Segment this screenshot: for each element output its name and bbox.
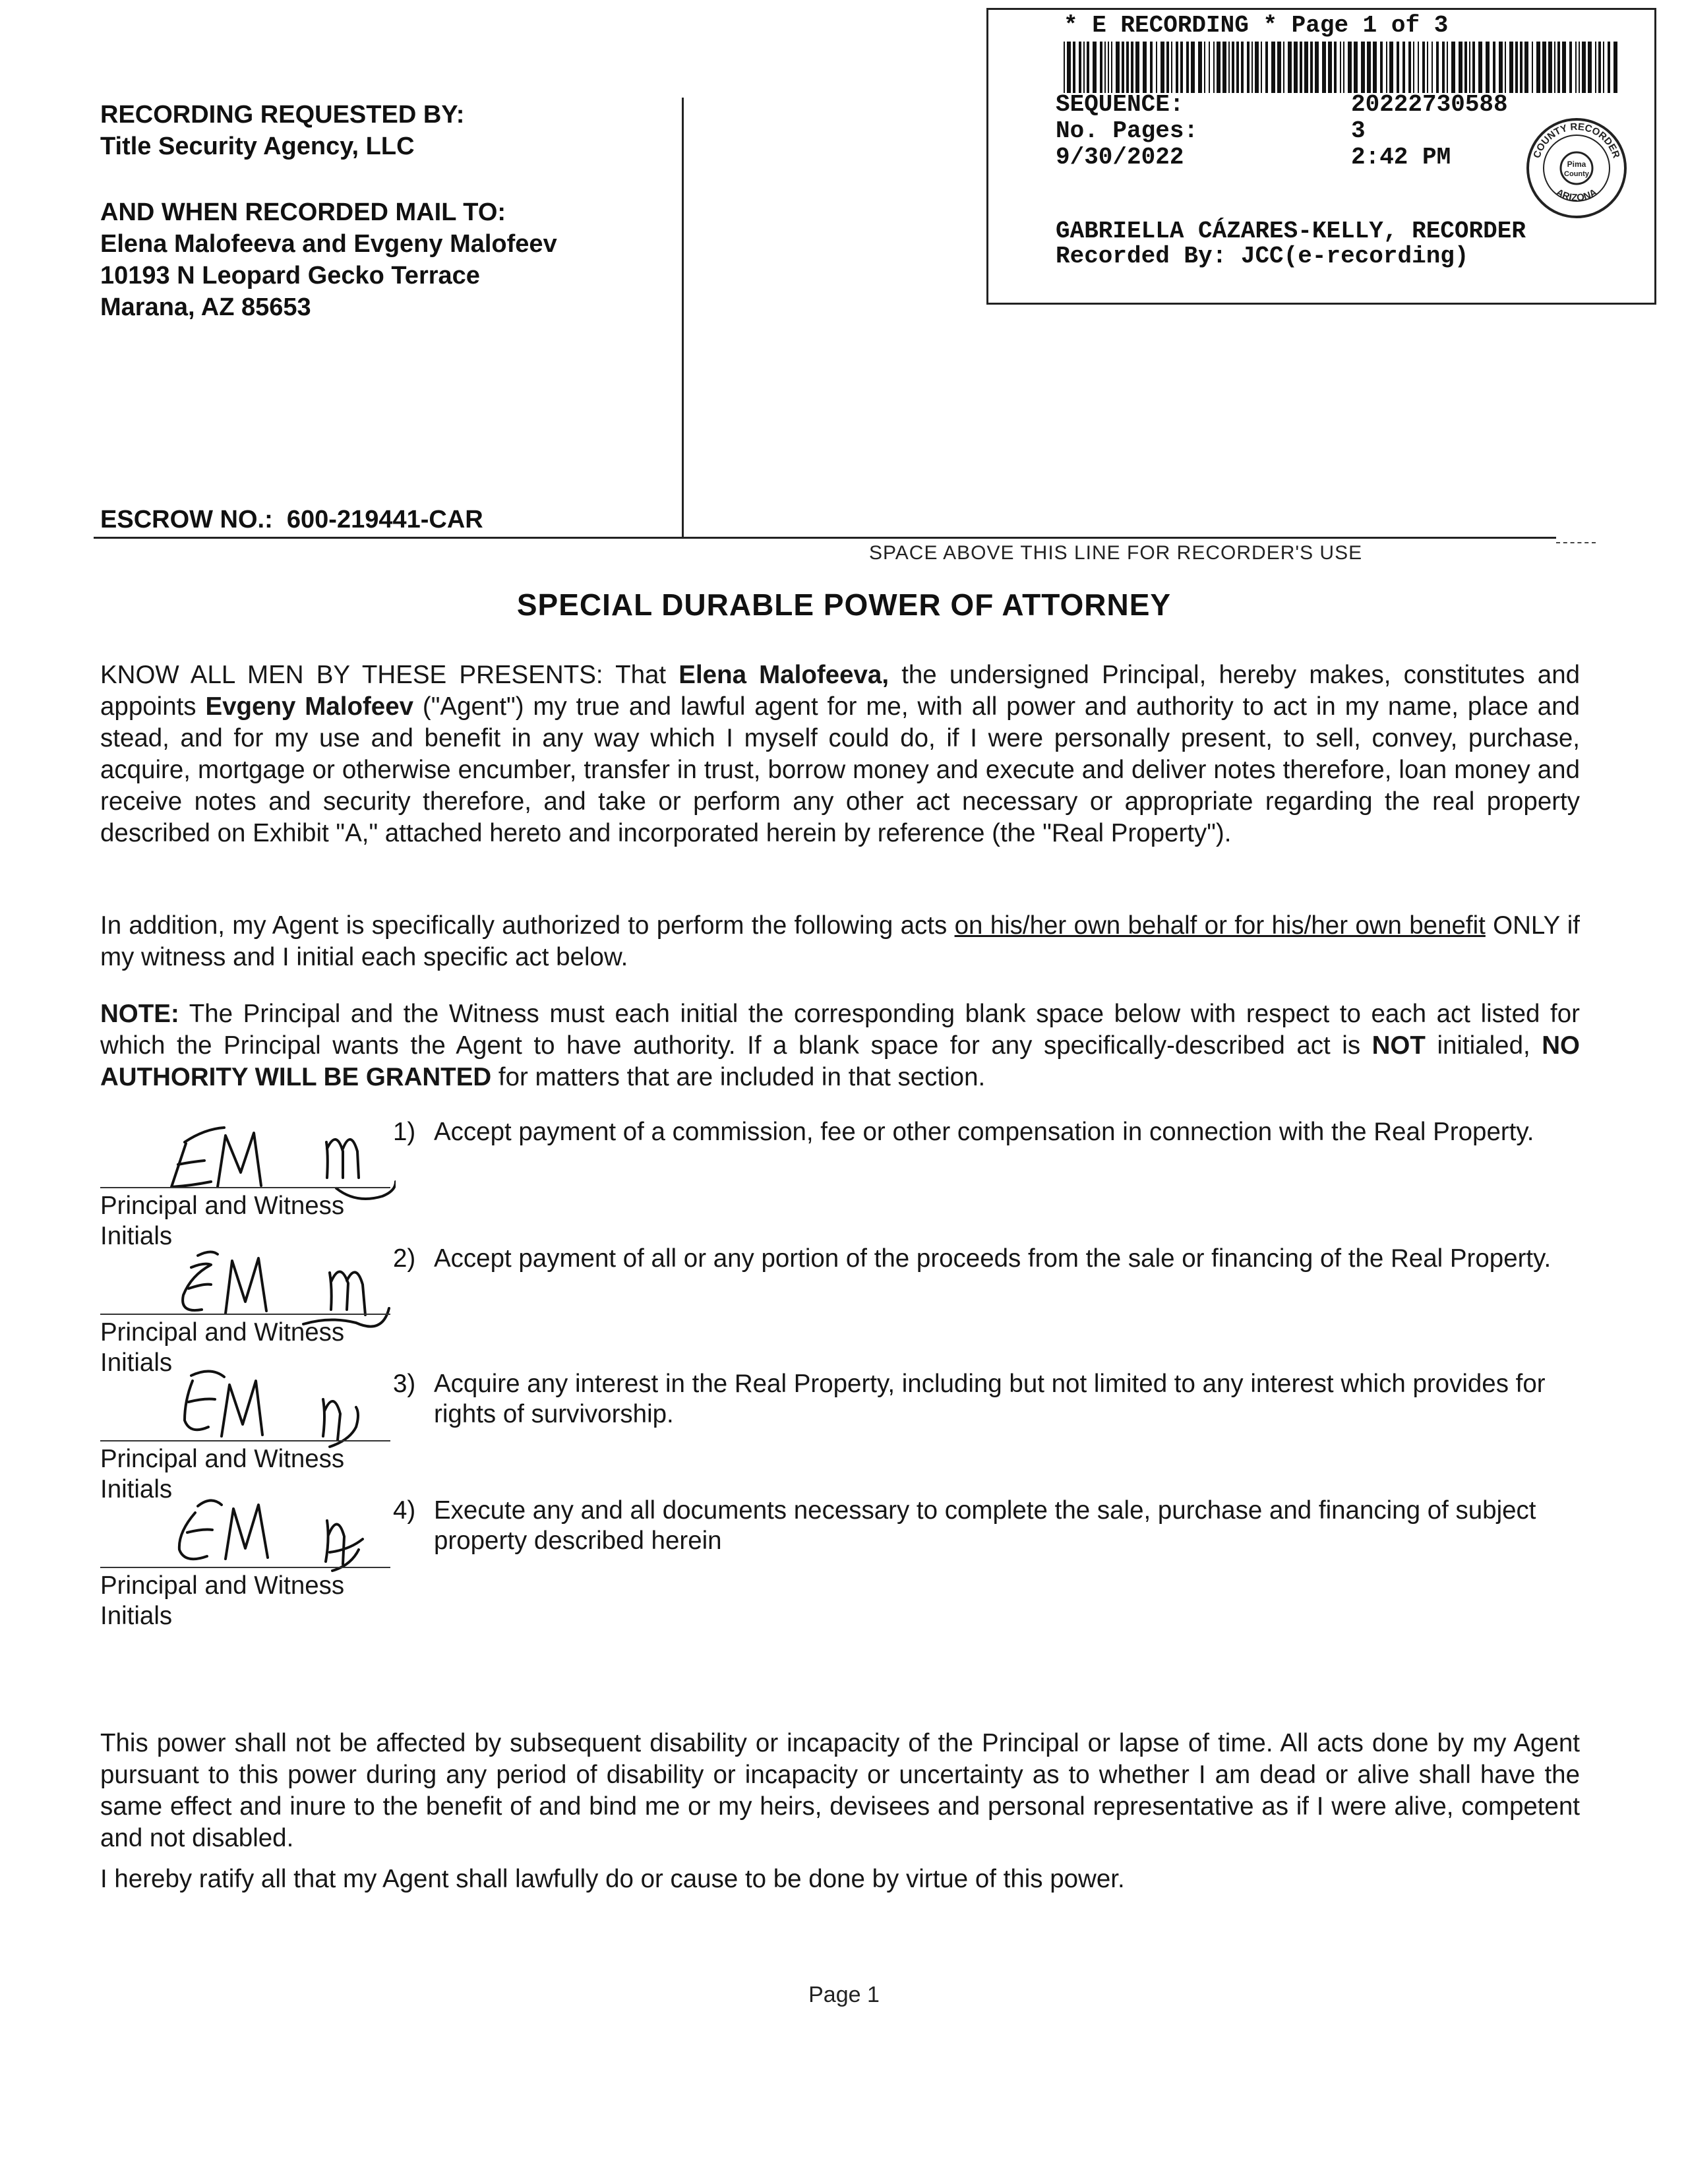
barcode-bar — [1459, 42, 1462, 93]
barcode-bar — [1373, 42, 1377, 93]
barcode-bar — [1232, 42, 1234, 93]
barcode-bar — [1100, 42, 1102, 93]
authorization-paragraph — [100, 910, 1580, 973]
barcode-bar — [1300, 42, 1302, 93]
note-no-authority: NO AUTHORITY WILL BE GRANTED — [100, 1031, 1580, 1091]
barcode-bar — [1310, 42, 1313, 93]
svg-text:COUNTY RECORDER — [1531, 121, 1622, 160]
initials-label-3b: Initials — [100, 1475, 173, 1503]
initials-label-4b: Initials — [100, 1602, 173, 1630]
requested-by-label: RECORDING REQUESTED BY: — [100, 101, 465, 129]
barcode-bar — [1442, 42, 1445, 93]
initials-line-3[interactable] — [100, 1440, 390, 1441]
barcode-bar — [1451, 42, 1455, 93]
barcode-bar — [1613, 42, 1617, 93]
barcode-bar — [1486, 42, 1490, 93]
intro-text-c: ("Agent") my true and lawful agent for me, with all power and authority to act in my name, place and stead, and for my use and benefit in any way which I myself could do, if I were personally present, to sell, convey, purchase, acquire, mortgage or otherwise encumber, transfer in trust, borrow money and execute and deliver notes therefore, loan money and receive notes and security therefore, and take or perform any other act necessary or appropriate regarding the real property described on Exhibit "A," attached hereto and incorporated herein by reference (the "Real Property"). — [100, 692, 1580, 847]
barcode-bar — [1361, 42, 1365, 93]
initials-label-2a: Principal and Witness — [100, 1318, 345, 1347]
barcode-bar — [1354, 42, 1358, 93]
act-4-text: Execute any and all documents necessary to complete the sale, purchase and financing of subject property described herein — [434, 1496, 1536, 1555]
barcode-bar — [1217, 42, 1221, 93]
barcode-bar — [1204, 42, 1205, 93]
note-not: NOT — [1372, 1031, 1426, 1060]
barcode-bar — [1562, 42, 1566, 93]
document-title: SPECIAL DURABLE POWER OF ATTORNEY — [516, 588, 1172, 622]
barcode-bar — [1247, 42, 1250, 93]
barcode-bar — [1180, 42, 1183, 93]
barcode-bar — [1557, 42, 1560, 93]
barcode-bar — [1447, 42, 1448, 93]
barcode-bar — [1283, 42, 1284, 93]
authorization-underlined: on his/her own behalf or for his/her own benefit — [954, 911, 1486, 940]
barcode-bar — [1582, 42, 1586, 93]
barcode-bar — [1160, 42, 1164, 93]
barcode-bar — [1251, 42, 1253, 93]
authorization-text-b: ONLY if my witness and I initial each specific act below. — [100, 911, 1580, 971]
act-1-number: 1) — [393, 1118, 416, 1146]
recorder-use-divider — [94, 537, 1556, 539]
act-3-text: Acquire any interest in the Real Property, including but not limited to any interest which provides for rights of survivorship. — [434, 1370, 1546, 1428]
barcode-bar — [1569, 42, 1572, 93]
barcode-bar — [1422, 42, 1425, 93]
initials-label-3a: Principal and Witness — [100, 1445, 345, 1473]
barcode-bar — [1108, 42, 1109, 93]
barcode-bar — [1367, 42, 1371, 93]
mail-to-city: Marana, AZ 85653 — [100, 293, 311, 321]
barcode-bar — [1265, 42, 1268, 93]
record-date: 9/30/2022 — [1056, 144, 1184, 171]
county-recorder-seal-icon — [1524, 115, 1629, 221]
barcode-bar — [1418, 42, 1419, 93]
escrow-label: ESCROW NO.: — [100, 506, 273, 533]
barcode-bar — [1509, 42, 1513, 93]
barcode-bar — [1464, 42, 1467, 93]
note-text-b: initialed, — [1425, 1031, 1542, 1060]
barcode-bar — [1524, 42, 1528, 93]
barcode-bar — [1064, 42, 1065, 93]
barcode-bar — [1469, 42, 1470, 93]
barcode-icon — [1064, 42, 1617, 93]
seal-center-2: County — [1564, 170, 1589, 178]
seal-center-1: Pima — [1567, 160, 1586, 169]
principal-name: Elena Malofeeva, — [678, 661, 889, 689]
seal-top-text: COUNTY RECORDER — [1531, 121, 1622, 160]
barcode-bar — [1150, 42, 1153, 93]
escrow-value: 600-219441-CAR — [286, 506, 483, 533]
barcode-bar — [1408, 42, 1411, 93]
recording-page-line: * E RECORDING * Page 1 of 3 — [1064, 12, 1449, 39]
barcode-bar — [1261, 42, 1262, 93]
act-3-number: 3) — [393, 1370, 416, 1398]
header-divider-vertical — [682, 98, 684, 538]
initials-label-4a: Principal and Witness — [100, 1571, 345, 1600]
barcode-bar — [1236, 42, 1239, 93]
barcode-bar — [1209, 42, 1210, 93]
barcode-bar — [1436, 42, 1439, 93]
initials-line-2[interactable] — [100, 1314, 390, 1315]
pages-value: 3 — [1351, 117, 1366, 144]
barcode-bar — [1213, 42, 1215, 93]
barcode-bar — [1093, 42, 1097, 93]
barcode-bar — [1608, 42, 1610, 93]
barcode-bar — [1542, 42, 1546, 93]
barcode-bar — [1087, 42, 1089, 93]
mail-to-street: 10193 N Leopard Gecko Terrace — [100, 262, 480, 289]
barcode-bar — [1073, 42, 1075, 93]
barcode-bar — [1432, 42, 1433, 93]
svg-text:ARIZONA — [1554, 187, 1599, 204]
barcode-bar — [1340, 42, 1341, 93]
barcode-bar — [1143, 42, 1147, 93]
barcode-bar — [1288, 42, 1292, 93]
barcode-bar — [1536, 42, 1540, 93]
barcode-bar — [1067, 42, 1071, 93]
seal-bottom-text: ARIZONA — [1553, 187, 1600, 204]
barcode-bar — [1328, 42, 1332, 93]
barcode-bar — [1294, 42, 1298, 93]
requested-by-name: Title Security Agency, LLC — [100, 133, 415, 160]
barcode-bar — [1386, 42, 1387, 93]
recorded-by: Recorded By: JCC(e-recording) — [1056, 243, 1469, 270]
intro-text-b: the undersigned Principal, hereby makes, constitutes and appoints — [100, 661, 1581, 721]
mail-to-label: AND WHEN RECORDED MAIL TO: — [100, 198, 506, 226]
barcode-bar — [1478, 42, 1482, 93]
barcode-bar — [1402, 42, 1405, 93]
barcode-bar — [1277, 42, 1281, 93]
barcode-bar — [1131, 42, 1133, 93]
recorder-use-divider-tail — [1556, 542, 1596, 545]
barcode-bar — [1222, 42, 1226, 93]
barcode-bar — [1166, 42, 1169, 93]
act-2-number: 2) — [393, 1244, 416, 1273]
initials-line-4[interactable] — [100, 1567, 390, 1568]
barcode-bar — [1343, 42, 1344, 93]
barcode-bar — [1083, 42, 1085, 93]
initials-label-1b: Initials — [100, 1222, 173, 1250]
barcode-bar — [1116, 42, 1120, 93]
barcode-bar — [1176, 42, 1178, 93]
act-1-text: Accept payment of a commission, fee or other compensation in connection with the Real Property. — [434, 1118, 1534, 1146]
barcode-bar — [1271, 42, 1275, 93]
barcode-bar — [1575, 42, 1577, 93]
barcode-bar — [1334, 42, 1337, 93]
initials-label-2b: Initials — [100, 1349, 173, 1377]
barcode-bar — [1588, 42, 1592, 93]
barcode-bar — [1380, 42, 1383, 93]
barcode-bar — [1156, 42, 1157, 93]
barcode-bar — [1603, 42, 1604, 93]
barcode-bar — [1427, 42, 1428, 93]
barcode-bar — [1198, 42, 1202, 93]
barcode-bar — [1322, 42, 1326, 93]
durability-paragraph: This power shall not be affected by subsequent disability or incapacity of the Principal or lapse of time. All acts done by my Agent pursuant to this power during any period of disability or incapacity or uncertainty as to whether I am dead or alive shall have the same effect and inure to the benefit of and bind me or my heirs, devisees and personal representative as if I were alive, competent and not disabled. — [100, 1729, 1580, 1852]
barcode-bar — [1505, 42, 1506, 93]
recording-requested-block — [100, 99, 464, 162]
agent-name: Evgeny Malofeev — [205, 692, 414, 721]
barcode-bar — [1228, 42, 1230, 93]
barcode-bar — [1171, 42, 1172, 93]
barcode-bar — [1126, 42, 1129, 93]
initials-line-1[interactable] — [100, 1187, 390, 1188]
barcode-bar — [1493, 42, 1495, 93]
act-2-text: Accept payment of all or any portion of the proceeds from the sale or financing of the Real Property. — [434, 1244, 1552, 1273]
barcode-bar — [1595, 42, 1596, 93]
note-text-a: The Principal and the Witness must each initial the corresponding blank space below with respect to each act listed for which the Principal wants the Agent to have authority. If a blank space for any specifically-described act is — [100, 1000, 1580, 1060]
barcode-bar — [1241, 42, 1244, 93]
barcode-bar — [1598, 42, 1601, 93]
intro-paragraph — [100, 659, 1580, 849]
act-4-number: 4) — [393, 1496, 416, 1525]
page-number: Page 1 — [808, 1982, 880, 2007]
barcode-bar — [1079, 42, 1081, 93]
record-time: 2:42 PM — [1351, 144, 1451, 171]
barcode-bar — [1186, 42, 1189, 93]
barcode-bar — [1472, 42, 1475, 93]
note-paragraph — [100, 998, 1580, 1093]
mail-to-block — [100, 197, 557, 323]
barcode-bar — [1554, 42, 1555, 93]
barcode-bar — [1304, 42, 1308, 93]
barcode-bar — [1515, 42, 1518, 93]
recorder-stamp-box — [986, 8, 1656, 305]
barcode-bar — [1315, 42, 1319, 93]
barcode-bar — [1579, 42, 1580, 93]
barcode-bar — [1520, 42, 1522, 93]
barcode-bar — [1413, 42, 1414, 93]
pages-label: No. Pages: — [1056, 117, 1199, 144]
note-label: NOTE: — [100, 1000, 179, 1028]
escrow-number — [100, 504, 483, 535]
intro-text-a: KNOW ALL MEN BY THESE PRESENTS: That — [100, 661, 679, 689]
initials-label-1a: Principal and Witness — [100, 1192, 345, 1220]
barcode-bar — [1389, 42, 1393, 93]
barcode-bar — [1532, 42, 1533, 93]
note-text-c: for matters that are included in that section. — [491, 1063, 986, 1091]
barcode-bar — [1135, 42, 1139, 93]
sequence-value: 20222730588 — [1351, 91, 1508, 118]
barcode-bar — [1122, 42, 1124, 93]
recorder-name: GABRIELLA CÁZARES-KELLY, RECORDER — [1056, 218, 1526, 245]
barcode-bar — [1348, 42, 1352, 93]
barcode-bar — [1255, 42, 1259, 93]
barcode-bar — [1499, 42, 1503, 93]
barcode-bar — [1111, 42, 1112, 93]
authorization-text-a: In addition, my Agent is specifically authorized to perform the following acts — [100, 911, 955, 940]
barcode-bar — [1548, 42, 1552, 93]
recorder-use-note: SPACE ABOVE THIS LINE FOR RECORDER'S USE — [869, 542, 1363, 564]
barcode-bar — [1104, 42, 1106, 93]
barcode-bar — [1397, 42, 1399, 93]
sequence-label: SEQUENCE: — [1056, 91, 1184, 118]
ratification-paragraph: I hereby ratify all that my Agent shall lawfully do or cause to be done by virtue of this power. — [100, 1865, 1125, 1893]
barcode-bar — [1191, 42, 1195, 93]
mail-to-name: Elena Malofeeva and Evgeny Malofeev — [100, 230, 557, 258]
